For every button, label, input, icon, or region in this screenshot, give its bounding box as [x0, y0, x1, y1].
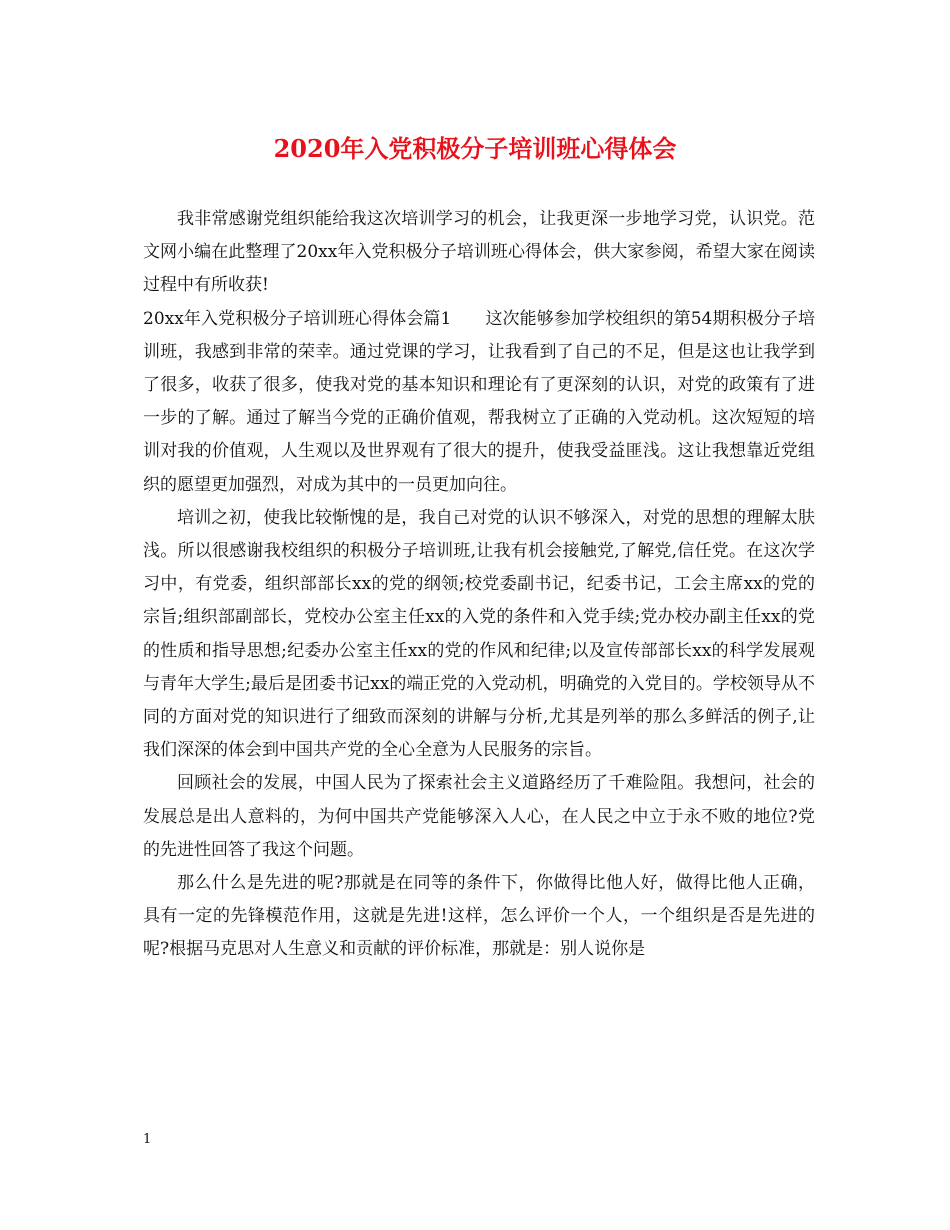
paragraph-3: 回顾社会的发展，中国人民为了探索社会主义道路经历了千难险阻。我想问，社会的发展总是出人意料的，为何中国共产党能够深入人心，在人民之中立于永不败的地位?党的先进性回答了我这个问题。 [143, 773, 815, 860]
intro-paragraph: 我非常感谢党组织能给我这次培训学习的机会，让我更深一步地学习党，认识党。范文网小编在此整理了20xx年入党积极分子培训班心得体会，供大家参阅，希望大家在阅读过程中有所收获! [143, 209, 815, 296]
paragraph-2: 培训之初，使我比较惭愧的是，我自己对党的认识不够深入，对党的思想的理解太肤浅。所以很感谢我校组织的积极分子培训班,让我有机会接触党,了解党,信任党。在这次学习中，有党委，组织部部长xx的党的纲领;校党委副书记，纪委书记，工会主席xx的党的宗旨;组织部副部长，党校办公室主任xx的入党的条件和入党手续;党办校办副主任xx的党的性质和指导思想;纪委办公室主任xx的党的作风和纪律;以及宣传部部长xx的科学发展观与青年大学生;最后是团委书记xx的端正党的入党动机，明确党的入党目的。学校领导从不同的方面对党的知识进行了细致而深刻的讲解与分析,尤其是列举的那么多鲜活的例子,让我们深深的体会到中国共产党的全心全意为人民服务的宗旨。 [143, 507, 815, 761]
section-paragraph [143, 303, 815, 502]
page-number: 1 [143, 1132, 152, 1147]
section-heading: 20xx年入党积极分子培训班心得体会篇1 [143, 308, 452, 329]
document-body [143, 203, 815, 967]
paragraph-1: 这次能够参加学校组织的第54期积极分子培训班，我感到非常的荣幸。通过党课的学习，让我看到了自己的不足，但是这也让我学到了很多，收获了很多，使我对党的基本知识和理论有了更深刻的认识，对党的政策有了进一步的了解。通过了解当今党的正确价值观，帮我树立了正确的入党动机。这次短短的培训对我的价值观，人生观以及世界观有了很大的提升，使我受益匪浅。这让我想靠近党组织的愿望更加强烈，对成为其中的一员更加向往。 [143, 308, 816, 495]
paragraph-4: 那么什么是先进的呢?那就是在同等的条件下，你做得比他人好，做得比他人正确，具有一定的先锋模范作用，这就是先进!这样，怎么评价一个人，一个组织是否是先进的呢?根据马克思对人生意义和贡献的评价标准，那就是：别人说你是 [143, 873, 815, 960]
document-title: 2020年入党积极分子培训班心得体会 [273, 134, 677, 163]
